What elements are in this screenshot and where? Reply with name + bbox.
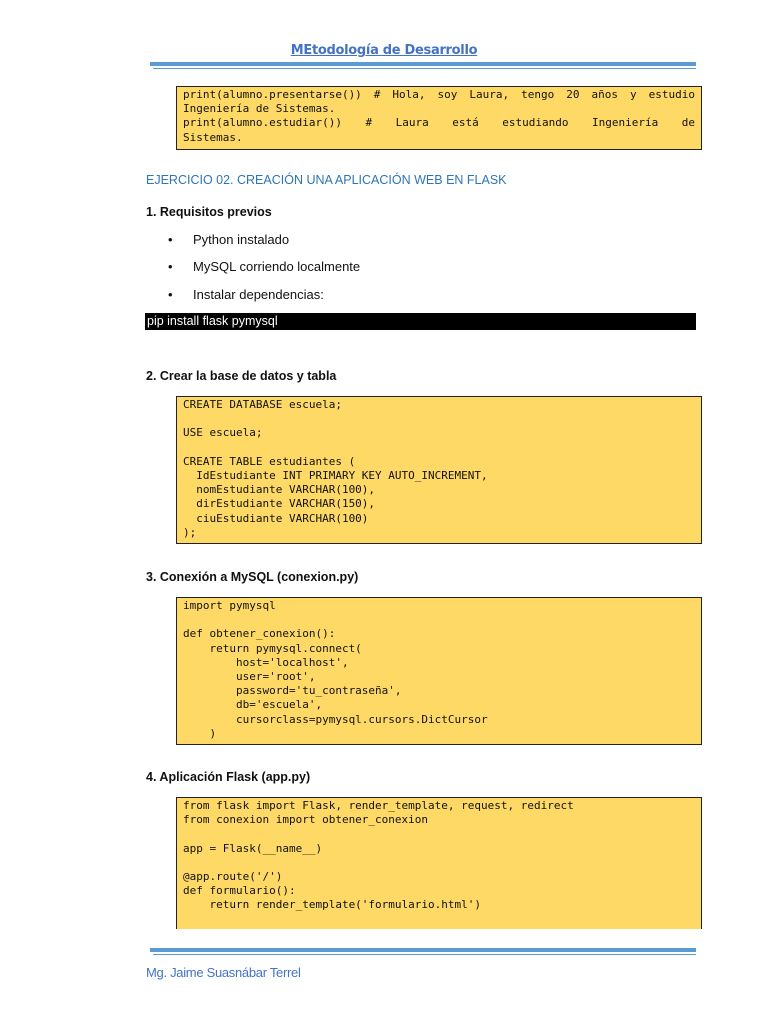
code-block-app: from flask import Flask, render_template, request, redirect from conexion import obtener_conexion app = Flask(__name__) @app.route('/') def formulario(): return render_template('formulario.html') (176, 797, 702, 929)
list-item-label: MySQL corriendo localmente (193, 259, 361, 274)
code-line: print(alumno.presentarse()) # Hola, soy Laura, tengo 20 años y estudio (183, 88, 695, 101)
list-item-label: Instalar dependencias: (193, 287, 324, 302)
code-block-presentarse (176, 86, 702, 150)
step2-heading: 2. Crear la base de datos y tabla (146, 369, 337, 383)
code-line: Sistemas. (183, 130, 243, 144)
code-line: print(alumno.estudiar()) # Laura está estudiando Ingeniería de (183, 116, 695, 130)
step3-heading: 3. Conexión a MySQL (conexion.py) (146, 570, 359, 584)
list-item (168, 259, 360, 274)
list-item (168, 232, 289, 247)
header-rule (150, 62, 696, 69)
exercise-title: EJERCICIO 02. CREACIÓN UNA APLICACIÓN WEB EN FLASK (146, 173, 507, 187)
footer-author: Mg. Jaime Suasnábar Terrel (146, 965, 301, 980)
code-block-conexion: import pymysql def obtener_conexion(): return pymysql.connect( host='localhost', user='root', password='tu_contraseña', db='escuela', cursorclass=pymysql.cursors.DictCursor ) (176, 597, 702, 745)
bullet-icon: • (168, 232, 173, 247)
page-header-title: MEtodología de Desarrollo (290, 43, 478, 58)
step4-heading: 4. Aplicación Flask (app.py) (146, 770, 311, 784)
list-item (168, 287, 324, 302)
bullet-icon: • (168, 259, 173, 274)
terminal-command: pip install flask pymysql (145, 313, 696, 330)
step1-heading: 1. Requisitos previos (146, 205, 272, 219)
footer-rule (150, 948, 696, 955)
code-block-sql: CREATE DATABASE escuela; USE escuela; CREATE TABLE estudiantes ( IdEstudiante INT PRIMARY KEY AUTO_INCREMENT, nomEstudiante VARCHAR(100), dirEstudiante VARCHAR(150), ciuEstudiante VARCHAR(100) ); (176, 396, 702, 544)
list-item-label: Python instalado (193, 232, 290, 247)
code-line: Ingeniería de Sistemas. (183, 102, 336, 116)
bullet-icon: • (168, 287, 173, 302)
